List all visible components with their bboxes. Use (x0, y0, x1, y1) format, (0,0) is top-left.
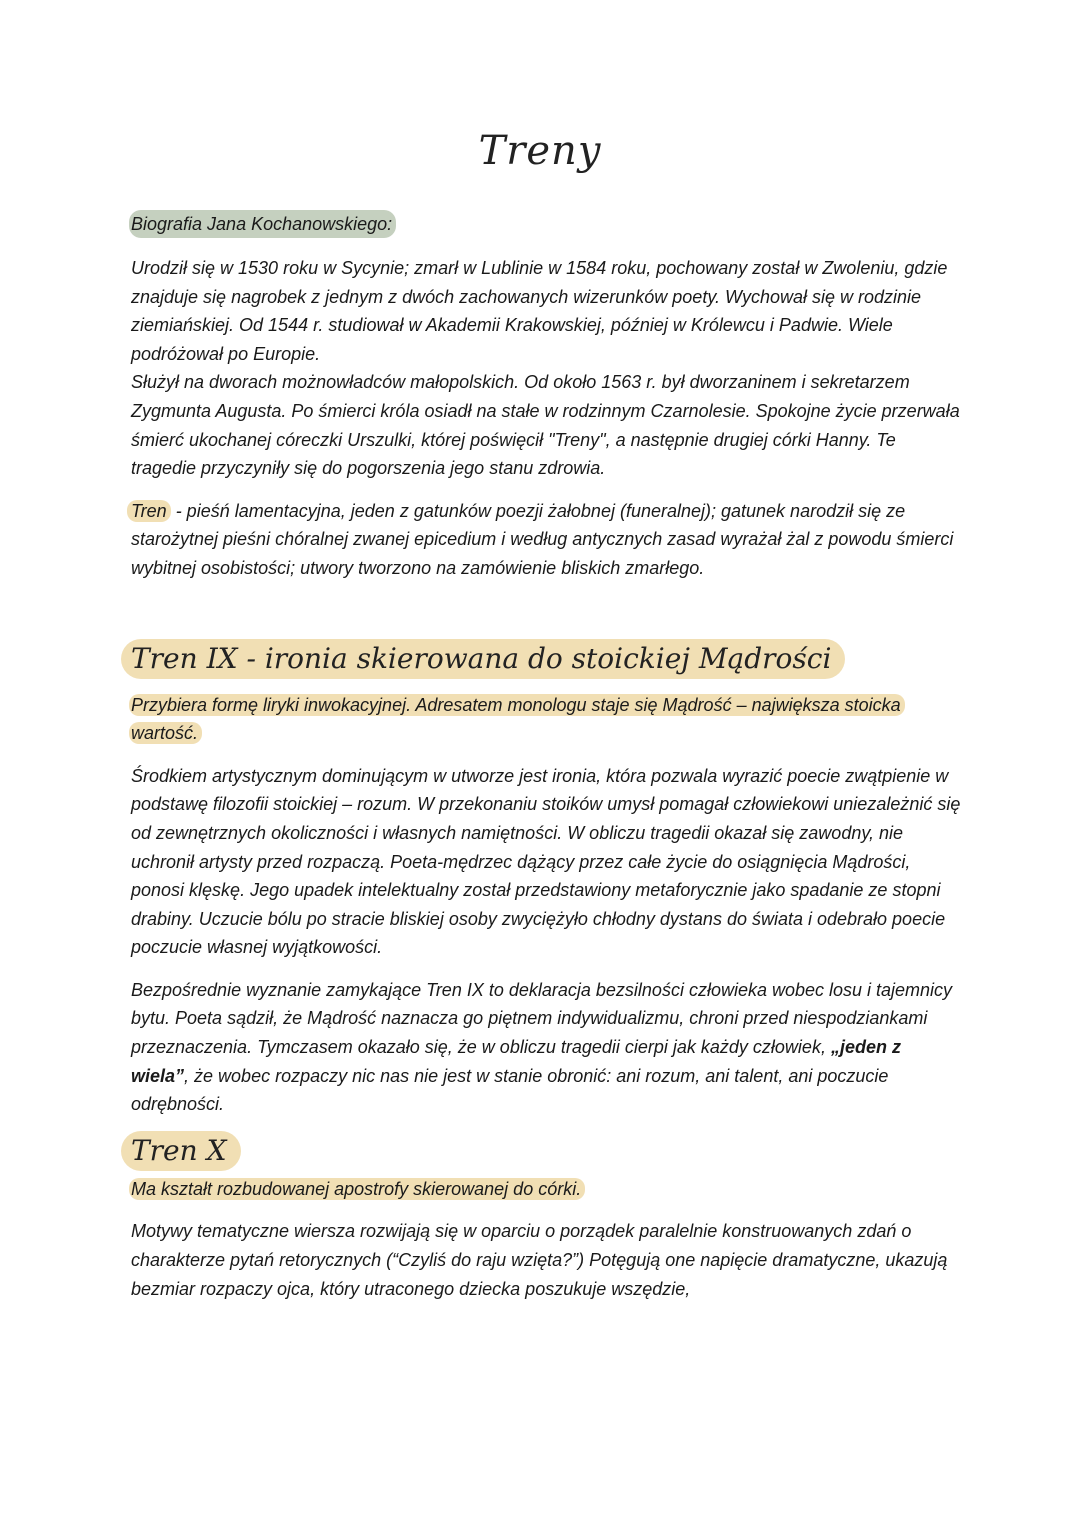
tren-ix-quote: „jeden z wiela” (131, 1037, 901, 1086)
tren-ix-paragraph-2 (131, 976, 961, 1119)
tren-ix-intro-text: Przybiera formę liryki inwokacyjnej. Adresatem monologu staje się Mądrość – największa stoicka wartość. (129, 694, 905, 745)
biography-section (131, 210, 961, 483)
biography-paragraph-2: Służył na dworach możnowładców małopolskich. Od około 1563 r. był dworzaninem i sekretarzem Zygmunta Augusta. Po śmierci króla osiadł na stałe w rodzinnym Czarnolesie. Spokojne życie przerwała śmierć ukochanej córeczki Urszulki, której poświęcił "Treny", a następnie drugiej córki Hanny. Te tragedie przyczyniły się do pogorszenia jego stanu zdrowia. (131, 372, 960, 479)
tren-x-heading: Tren X (121, 1131, 241, 1171)
page-title: Treny (478, 128, 602, 174)
tren-x-section (131, 1131, 961, 1303)
tren-ix-paragraph-2-end: , że wobec rozpaczy nic nas nie jest w stanie obronić: ani rozum, ani talent, ani poczucie odrębności. (131, 1065, 889, 1115)
biography-heading: Biografia Jana Kochanowskiego: (129, 210, 396, 238)
tren-x-intro-text: Ma kształt rozbudowanej apostrofy skierowanej do córki. (129, 1178, 585, 1200)
tren-x-intro (131, 1175, 961, 1204)
tren-ix-intro (131, 691, 961, 748)
tren-definition-text: - pieśń lamentacyjna, jeden z gatunków poezji żałobnej (funeralnej); gatunek narodził się ze starożytnej pieśni chóralnej zwanej epicedium i według antycznych zasad wyrażał żal z powodu śmierci wybitnej osobistości; utwory tworzono na zamówienie bliskich zmarłego. (131, 500, 954, 578)
tren-term: Tren (127, 500, 171, 522)
tren-ix-paragraph-2-start: Bezpośrednie wyznanie zamykające Tren IX to deklaracja bezsilności człowieka wobec losu i tajemnicy bytu. Poeta sądził, że Mądrość naznacza go piętnem indywidualizmu, chroni przed niespodziankami przeznaczenia. Tymczasem okazało się, że w obliczu tragedii cierpi jak każdy człowiek, (131, 979, 953, 1058)
tren-x-paragraph-1: Motywy tematyczne wiersza rozwijają się w oparciu o porządek paralelnie konstruowanych zdań o charakterze pytań retorycznych (“Czyliś do raju wzięta?”) Potęgują one napięcie dramatyczne, ukazują bezmiar rozpaczy ojca, który utraconego dziecka poszukuje wszędzie, (131, 1221, 948, 1299)
tren-ix-paragraph-1: Środkiem artystycznym dominującym w utworze jest ironia, która pozwala wyrazić poecie zwątpienie w podstawę filozofii stoickiej – rozum. W przekonaniu stoików umysł pomagał człowiekowi uniezależnić się od zewnętrznych okoliczności i własnych namiętności. W obliczu tragedii okazał się zawodny, nie uchronił artysty przed rozpaczą. Poeta-mędrzec dążący przez całe życie do osiągnięcia Mądrości, ponosi klęskę. Jego upadek intelektualny został przedstawiony metaforycznie jako spadanie ze stopni drabiny. Uczucie bólu po stracie bliskiej osoby zwyciężyło chłodny dystans do świata i odebrało poecie poczucie własnej wyjątkowości. (131, 765, 961, 958)
biography-paragraph: Urodził się w 1530 roku w Sycynie; zmarł w Lublinie w 1584 roku, pochowany został w Zwoleniu, gdzie znajduje się nagrobek z jednym z dwóch zachowanych wizerunków poety. Wychował się w rodzinie ziemiańskiej. Od 1544 r. studiował w Akademii Krakowskiej, później w Królewcu i Padwie. Wiele podróżował po Europie. (131, 258, 948, 364)
tren-ix-heading: Tren IX - ironia skierowana do stoickiej Mądrości (121, 639, 845, 679)
tren-definition (131, 497, 961, 583)
document-body (131, 210, 961, 1303)
tren-ix-section (131, 639, 961, 1119)
